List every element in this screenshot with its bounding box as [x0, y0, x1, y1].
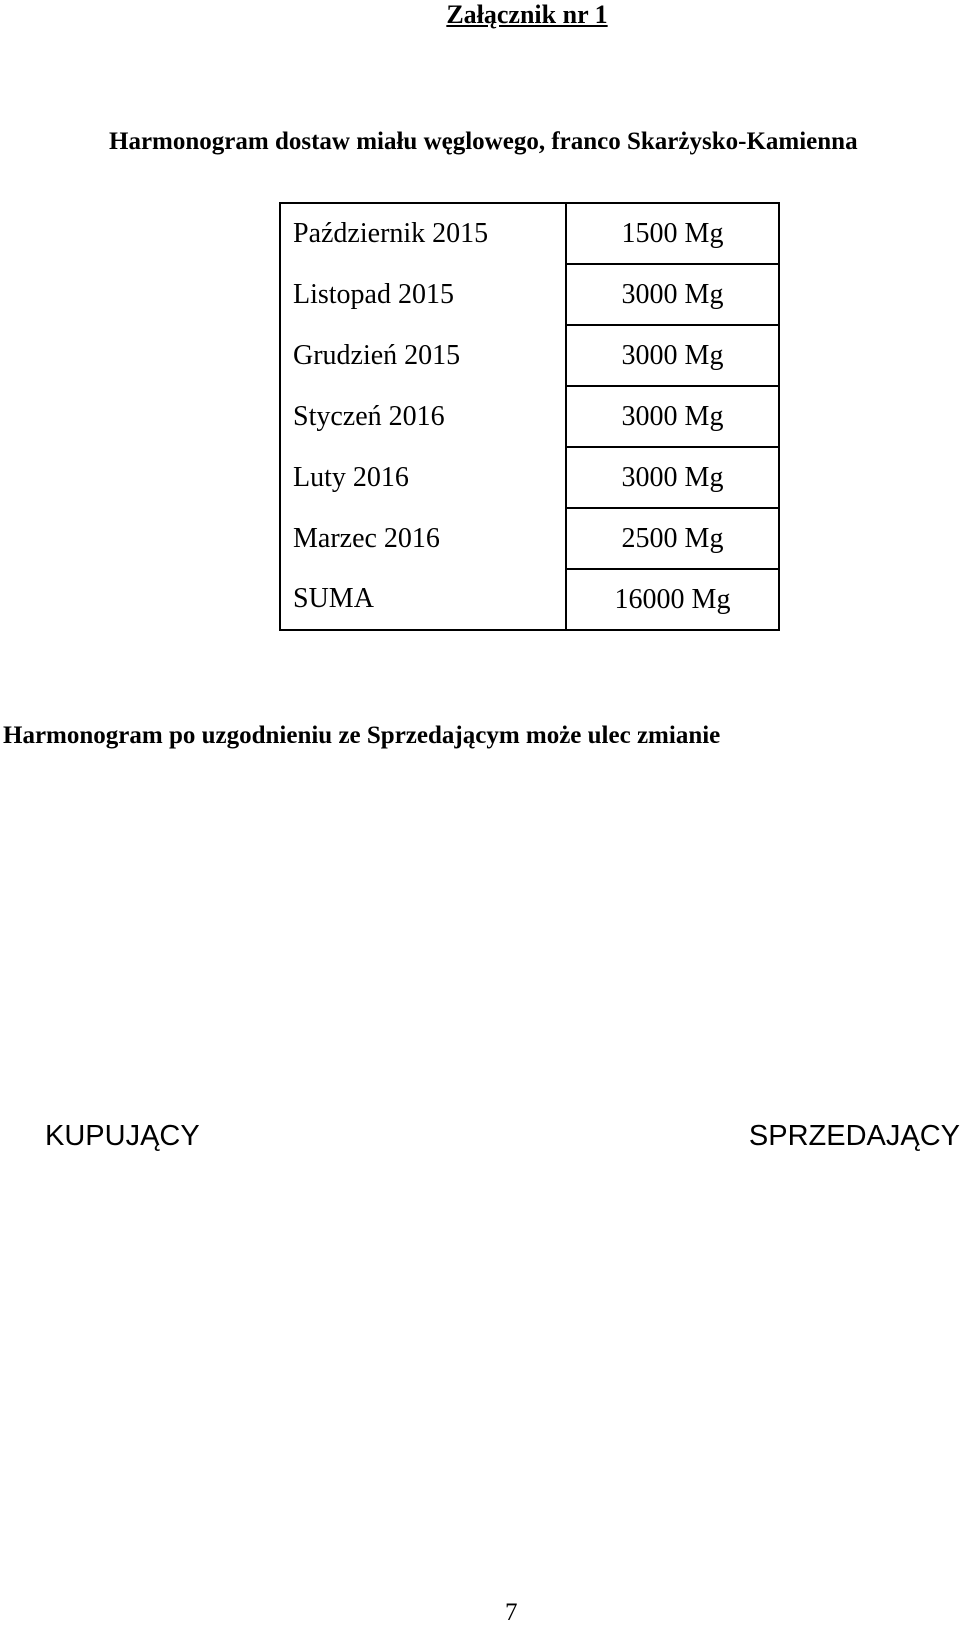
- month-cell: Listopad 2015: [280, 264, 566, 325]
- total-quantity-cell: 16000 Mg: [566, 569, 779, 630]
- quantity-cell: 3000 Mg: [566, 325, 779, 386]
- month-cell: Październik 2015: [280, 203, 566, 264]
- month-cell: Grudzień 2015: [280, 325, 566, 386]
- quantity-cell: 2500 Mg: [566, 508, 779, 569]
- schedule-note: Harmonogram po uzgodnieniu ze Sprzedającym może ulec zmianie: [3, 722, 721, 749]
- table-row: [280, 203, 779, 264]
- table-row-total: [280, 569, 779, 630]
- annex-title: Załącznik nr 1: [446, 0, 608, 29]
- buyer-signature-label: KUPUJĄCY: [45, 1120, 200, 1152]
- quantity-cell: 3000 Mg: [566, 386, 779, 447]
- quantity-cell: 3000 Mg: [566, 447, 779, 508]
- document-title: Harmonogram dostaw miału węglowego, franco Skarżysko-Kamienna: [109, 128, 858, 155]
- table-row: [280, 325, 779, 386]
- delivery-schedule-table: [279, 202, 780, 631]
- month-cell: Luty 2016: [280, 447, 566, 508]
- table-row: [280, 447, 779, 508]
- month-cell: Marzec 2016: [280, 508, 566, 569]
- quantity-cell: 3000 Mg: [566, 264, 779, 325]
- table-row: [280, 508, 779, 569]
- total-label-cell: SUMA: [280, 569, 566, 630]
- month-cell: Styczeń 2016: [280, 386, 566, 447]
- page-number: 7: [505, 1599, 518, 1626]
- table-row: [280, 264, 779, 325]
- seller-signature-label: SPRZEDAJĄCY: [748, 1120, 960, 1152]
- quantity-cell: 1500 Mg: [566, 203, 779, 264]
- table-row: [280, 386, 779, 447]
